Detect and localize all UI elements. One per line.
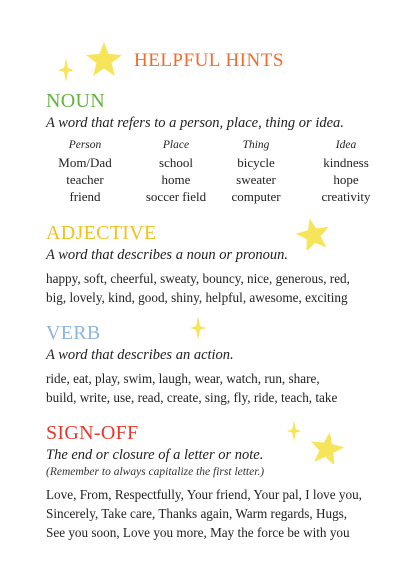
verb-examples bbox=[46, 369, 386, 407]
column-cell: creativity bbox=[321, 189, 371, 204]
column-cell: home bbox=[161, 172, 191, 187]
signoff-definition: The end or closure of a letter or note. bbox=[46, 447, 264, 463]
column-header: Person bbox=[68, 139, 102, 151]
column-cell: friend bbox=[69, 189, 101, 204]
noun-definition: A word that refers to a person, place, thing or idea. bbox=[46, 115, 344, 131]
adjective-examples bbox=[46, 269, 386, 307]
signoff-heading: SIGN-OFF bbox=[46, 422, 139, 444]
signoff-line: Love, From, Respectfully, Your friend, Your pal, I love you, bbox=[46, 487, 362, 502]
sparkle-icon bbox=[190, 316, 206, 340]
column-header: Idea bbox=[335, 139, 357, 151]
noun-column-place bbox=[131, 139, 221, 205]
adjective-line: happy, soft, cheerful, sweaty, bouncy, nice, generous, red, bbox=[46, 271, 350, 286]
signoff-note: (Remember to always capitalize the first letter.) bbox=[46, 466, 265, 478]
column-cell: sweater bbox=[236, 172, 276, 187]
column-header: Thing bbox=[242, 139, 270, 151]
verb-line: build, write, use, read, create, sing, fly, ride, teach, take bbox=[46, 390, 338, 405]
signoff-line: See you soon, Love you more, May the force be with you bbox=[46, 525, 350, 540]
noun-column-thing bbox=[211, 139, 301, 205]
column-cell: school bbox=[159, 155, 193, 170]
verb-line: ride, eat, play, swim, laugh, wear, watch, run, share, bbox=[46, 371, 320, 386]
verb-heading: VERB bbox=[46, 322, 101, 344]
column-cell: Mom/Dad bbox=[58, 155, 112, 170]
star-icon bbox=[296, 218, 330, 250]
sparkle-icon bbox=[58, 58, 74, 82]
noun-column-idea bbox=[301, 139, 391, 205]
column-cell: teacher bbox=[66, 172, 104, 187]
column-cell: hope bbox=[333, 172, 359, 187]
adjective-heading: ADJECTIVE bbox=[46, 222, 157, 244]
page-title: HELPFUL HINTS bbox=[134, 50, 284, 71]
adjective-line: big, lovely, kind, good, shiny, helpful, awesome, exciting bbox=[46, 290, 348, 305]
star-icon bbox=[310, 432, 344, 464]
adjective-definition: A word that describes a noun or pronoun. bbox=[46, 247, 288, 263]
signoff-examples bbox=[46, 485, 386, 542]
column-cell: computer bbox=[231, 189, 281, 204]
noun-column-person bbox=[40, 139, 130, 205]
star-icon bbox=[86, 42, 122, 76]
column-cell: kindness bbox=[323, 155, 369, 170]
column-cell: bicycle bbox=[237, 155, 275, 170]
verb-definition: A word that describes an action. bbox=[46, 347, 234, 363]
column-header: Place bbox=[162, 139, 190, 151]
sparkle-icon bbox=[287, 420, 301, 442]
noun-heading: NOUN bbox=[46, 90, 105, 112]
signoff-line: Sincerely, Take care, Thanks again, Warm regards, Hugs, bbox=[46, 506, 348, 521]
column-cell: soccer field bbox=[145, 189, 207, 204]
